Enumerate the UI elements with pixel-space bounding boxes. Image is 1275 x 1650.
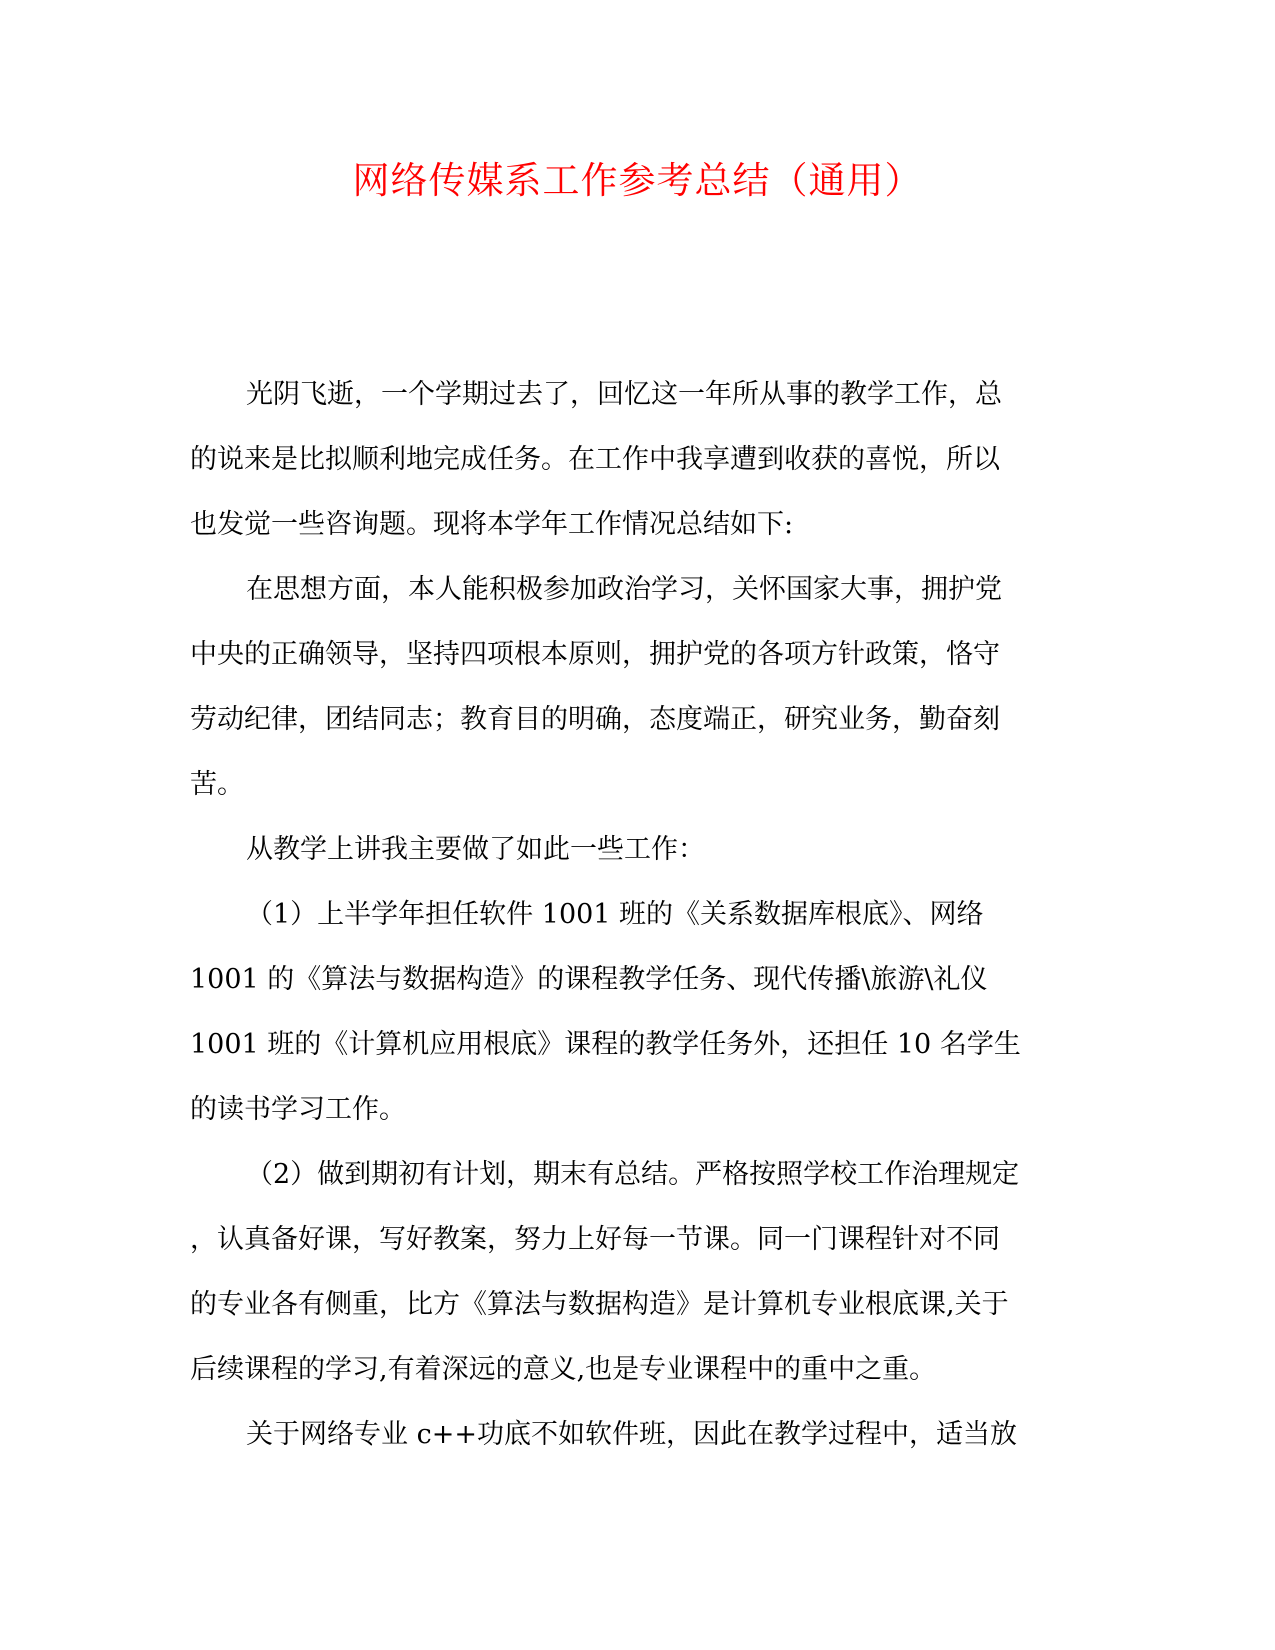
paragraph-line: 也发觉一些咨询题。现将本学年工作情况总结如下: xyxy=(190,509,794,540)
paragraph-line: （2）做到期初有计划，期末有总结。严格按照学校工作治理规定 xyxy=(246,1159,1020,1190)
document-title: 网络传媒系工作参考总结（通用） xyxy=(352,159,923,202)
paragraph-network xyxy=(190,1402,1075,1467)
document-body xyxy=(190,362,1075,1467)
paragraph-item-2 xyxy=(190,1142,1075,1402)
paragraph-line: 在思想方面，本人能积极参加政治学习，关怀国家大事，拥护党 xyxy=(246,574,1002,605)
paragraph-line: 1001 的《算法与数据构造》的课程教学任务、现代传播\旅游\礼仪 xyxy=(190,964,988,995)
paragraph-line: 的说来是比拟顺利地完成任务。在工作中我享遭到收获的喜悦，所以 xyxy=(190,444,1000,475)
paragraph-line: 苦。 xyxy=(190,769,244,800)
paragraph-teaching-intro xyxy=(190,817,1075,882)
paragraph-line: 1001 班的《计算机应用根底》课程的教学任务外，还担任 10 名学生 xyxy=(190,1029,1021,1060)
paragraph-line: 的读书学习工作。 xyxy=(190,1094,406,1125)
paragraph-line: 光阴飞逝，一个学期过去了，回忆这一年所从事的教学工作，总 xyxy=(246,379,1002,410)
paragraph-line: 劳动纪律，团结同志；教育目的明确，态度端正，研究业务，勤奋刻 xyxy=(190,704,1000,735)
paragraph-line: ，认真备好课，写好教案，努力上好每一节课。同一门课程针对不同 xyxy=(190,1224,1000,1255)
paragraph-line: 后续课程的学习,有着深远的意义,也是专业课程中的重中之重。 xyxy=(190,1354,937,1385)
paragraph-intro xyxy=(190,362,1075,557)
paragraph-thought xyxy=(190,557,1075,817)
paragraph-line: 的专业各有侧重，比方《算法与数据构造》是计算机专业根底课,关于 xyxy=(190,1289,1009,1320)
paragraph-line: 从教学上讲我主要做了如此一些工作： xyxy=(246,834,705,865)
paragraph-item-1 xyxy=(190,882,1075,1142)
paragraph-line: 关于网络专业 c++功底不如软件班，因此在教学过程中，适当放 xyxy=(246,1419,1017,1450)
paragraph-line: 中央的正确领导，坚持四项根本原则，拥护党的各项方针政策，恪守 xyxy=(190,639,1000,670)
paragraph-line: （1）上半学年担任软件 1001 班的《关系数据库根底》、网络 xyxy=(246,899,984,930)
